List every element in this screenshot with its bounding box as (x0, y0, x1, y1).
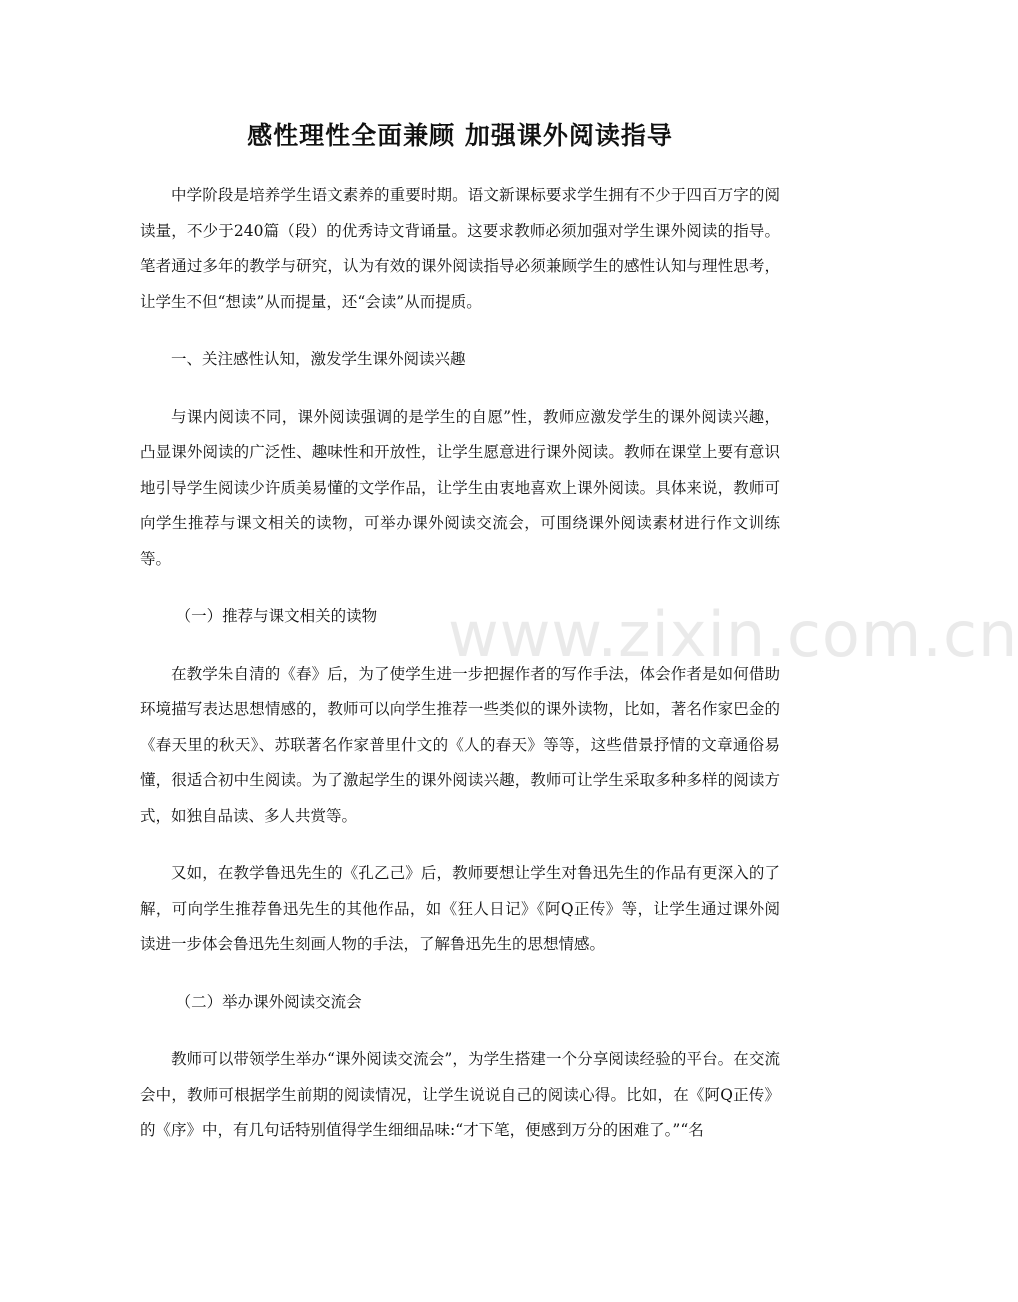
subsection-heading-1: （一）推荐与课文相关的读物 (175, 607, 378, 625)
paragraph-section-1: 与课内阅读不同，课外阅读强调的是学生的自愿”性，教师应激发学生的课外阅读兴趣，凸显课外阅读的广泛性、趣味性和开放性，让学生愿意进行课外阅读。教师在课堂上要有意识地引导学生阅读少许质美易懂的文学作品，让学生由衷地喜欢上课外阅读。具体来说，教师可向学生推荐与课文相关的读物，可举办课外阅读交流会，可围绕课外阅读素材进行作文训练等。 (140, 407, 780, 568)
paragraph-intro: 中学阶段是培养学生语文素养的重要时期。语文新课标要求学生拥有不少于四百万字的阅读量，不少于240篇（段）的优秀诗文背诵量。这要求教师必须加强对学生课外阅读的指导。笔者通过多年的教学与研究，认为有效的课外阅读指导必须兼顾学生的感性认知与理性思考，让学生不但“想读”从而提量，还“会读”从而提质。 (140, 186, 780, 311)
section-heading-1: 一、关注感性认知，激发学生课外阅读兴趣 (171, 350, 466, 368)
paragraph-exchange-meeting: 教师可以带领学生举办“课外阅读交流会”，为学生搭建一个分享阅读经验的平台。在交流会中，教师可根据学生前期的阅读情况，让学生说说自己的阅读心得。比如，在《阿Q正传》的《序》中，有几句话特别值得学生细细品味:“才下笔，便感到万分的困难了。”“名 (140, 1050, 780, 1139)
document-body (140, 178, 780, 1171)
paragraph-example-luxun: 又如，在教学鲁迅先生的《孔乙己》后，教师要想让学生对鲁迅先生的作品有更深入的了解，可向学生推荐鲁迅先生的其他作品，如《狂人日记》《阿Q正传》等，让学生通过课外阅读进一步体会鲁迅先生刻画人物的手法，了解鲁迅先生的思想情感。 (140, 864, 780, 953)
subsection-heading-2: （二）举办课外阅读交流会 (175, 992, 362, 1011)
site-watermark: www.zixin.com.cn (448, 598, 1018, 671)
document-title: 感性理性全面兼顾 加强课外阅读指导 (247, 121, 673, 150)
paragraph-example-spring: 在教学朱自清的《春》后，为了使学生进一步把握作者的写作手法，体会作者是如何借助环境描写表达思想情感的，教师可以向学生推荐一些类似的课外读物，比如，著名作家巴金的《春天里的秋天》、苏联著名作家普里什文的《人的春天》等等，这些借景抒情的文章通俗易懂，很适合初中生阅读。为了激起学生的课外阅读兴趣，教师可让学生采取多种多样的阅读方式，如独自品读、多人共赏等。 (140, 664, 780, 825)
